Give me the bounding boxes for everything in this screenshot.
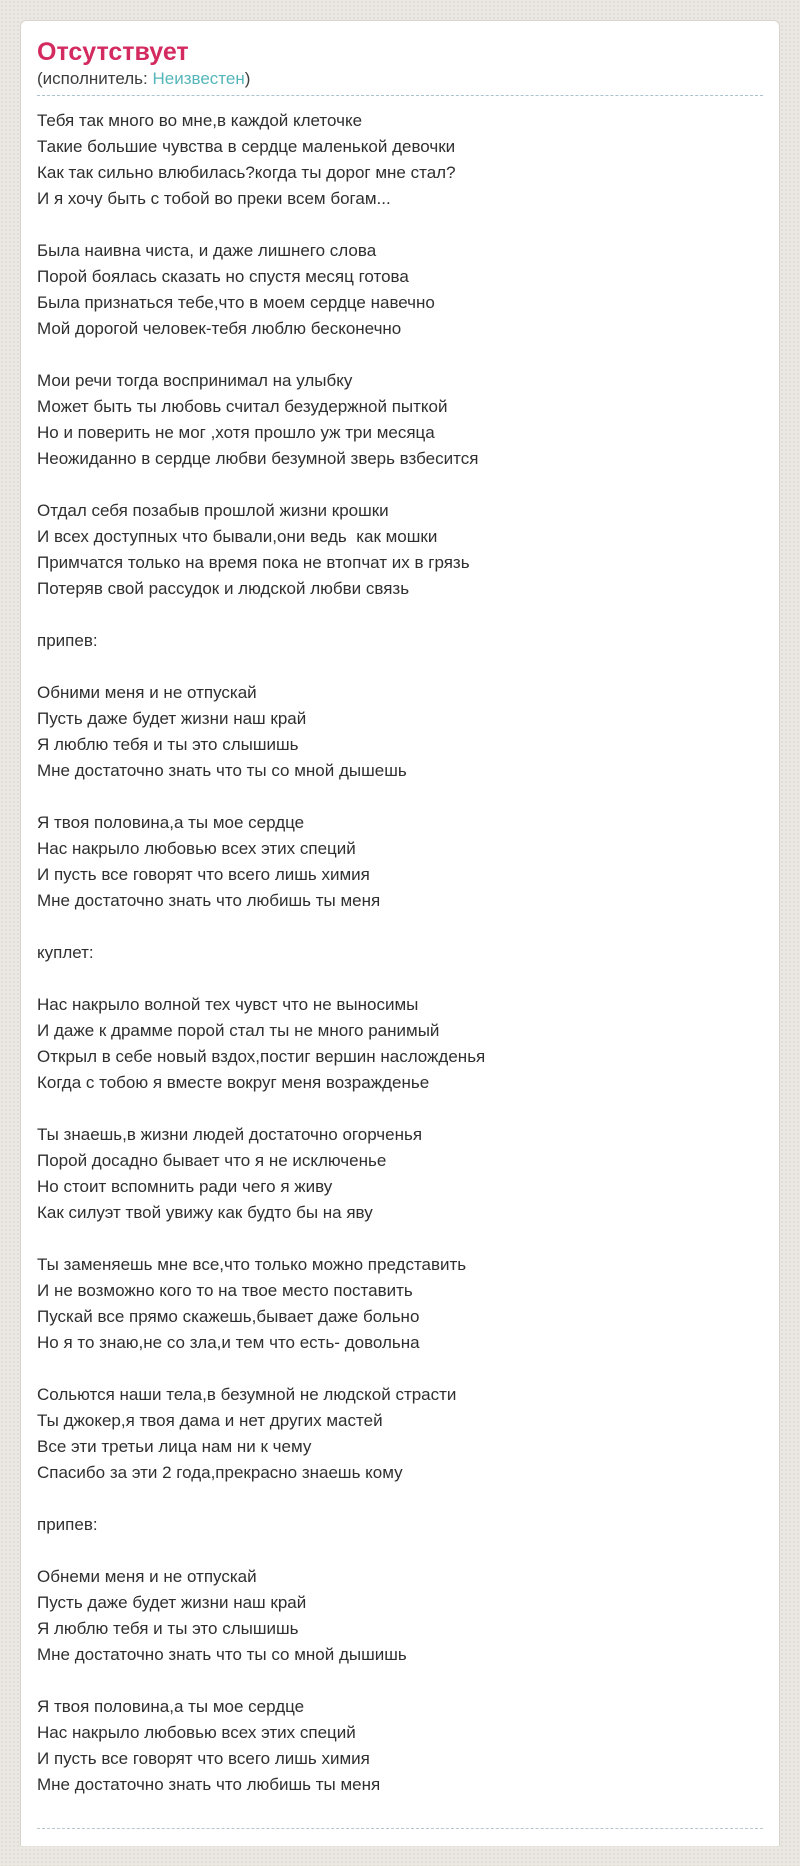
lyrics-stanza (37, 1564, 763, 1668)
lyric-line: И всех доступных что бывали,они ведь как мошки (37, 527, 438, 546)
artist-row (37, 68, 763, 96)
lyric-line: куплет: (37, 943, 94, 962)
artist-label-suffix: ) (244, 69, 251, 88)
lyric-line: Нас накрыло волной тех чувст что не выносимы (37, 995, 419, 1014)
lyric-line: Отдал себя позабыв прошлой жизни крошки (37, 501, 389, 520)
lyric-line: Пусть даже будет жизни наш край (37, 709, 307, 728)
lyric-line: Я люблю тебя и ты это слышишь (37, 1619, 299, 1638)
lyric-line: Мой дорогой человек-тебя люблю бесконечно (37, 319, 402, 338)
lyric-line: припев: (37, 1515, 98, 1534)
lyric-line: Я люблю тебя и ты это слышишь (37, 735, 299, 754)
song-title: Отсутствует (37, 38, 189, 66)
lyric-line: Сольются наши тела,в безумной не людской страсти (37, 1385, 457, 1404)
lyric-line: Я твоя половина,а ты мое сердце (37, 813, 305, 832)
lyric-line: Все эти третьи лица нам ни к чему (37, 1437, 312, 1456)
lyrics-text (37, 108, 763, 1798)
lyric-line: Ты заменяешь мне все,что только можно представить (37, 1255, 467, 1274)
lyric-line: Мне достаточно знать что любишь ты меня (37, 1775, 381, 1794)
lyric-line: Нас накрыло любовью всех этих специй (37, 1723, 356, 1742)
lyric-line: Я твоя половина,а ты мое сердце (37, 1697, 305, 1716)
lyric-line: Мне достаточно знать что ты со мной дышешь (37, 761, 407, 780)
lyric-line: Но и поверить не мог ,хотя прошло уж три месяца (37, 423, 435, 442)
lyrics-stanza (37, 1122, 763, 1226)
lyric-line: Неожиданно в сердце любви безумной зверь взбесится (37, 449, 479, 468)
bottom-divider (37, 1828, 763, 1829)
lyrics-stanza (37, 810, 763, 914)
lyrics-stanza (37, 680, 763, 784)
lyric-line: Мои речи тогда воспринимал на улыбку (37, 371, 353, 390)
lyric-line: И даже к драмме порой стал ты не много ранимый (37, 1021, 440, 1040)
lyric-line: Порой боялась сказать но спустя месяц готова (37, 267, 409, 286)
lyric-line: Порой досадно бывает что я не исключенье (37, 1151, 387, 1170)
lyric-line: Мне достаточно знать что любишь ты меня (37, 891, 381, 910)
lyrics-stanza (37, 1252, 763, 1356)
lyric-line: И я хочу быть с тобой во преки всем богам... (37, 189, 391, 208)
lyric-line: Как так сильно влюбилась?когда ты дорог мне стал? (37, 163, 456, 182)
lyric-line: Но я то знаю,не со зла,и тем что есть- довольна (37, 1333, 420, 1352)
lyrics-card (20, 20, 780, 1846)
lyric-line: И пусть все говорят что всего лишь химия (37, 865, 370, 884)
lyric-line: И не возможно кого то на твое место поставить (37, 1281, 413, 1300)
lyrics-stanza (37, 238, 763, 342)
lyric-line: Как силуэт твой увижу как будто бы на яву (37, 1203, 373, 1222)
lyric-line: Открыл в себе новый вздох,постиг вершин насложденья (37, 1047, 486, 1066)
lyric-line: Обнеми меня и не отпускай (37, 1567, 257, 1586)
lyrics-stanza (37, 628, 763, 654)
lyric-line: Потеряв свой рассудок и людской любви связь (37, 579, 410, 598)
lyric-line: Ты джокер,я твоя дама и нет других мастей (37, 1411, 383, 1430)
lyric-line: Нас накрыло любовью всех этих специй (37, 839, 356, 858)
lyric-line: Была наивна чиста, и даже лишнего слова (37, 241, 377, 260)
lyric-line: Спасибо за эти 2 года,прекрасно знаешь кому (37, 1463, 403, 1482)
lyrics-stanza (37, 498, 763, 602)
lyric-line: Пускай все прямо скажешь,бывает даже больно (37, 1307, 420, 1326)
lyric-line: Была признаться тебе,что в моем сердце навечно (37, 293, 435, 312)
lyrics-stanza (37, 1512, 763, 1538)
lyrics-stanza (37, 992, 763, 1096)
lyrics-stanza (37, 108, 763, 212)
lyric-line: Примчатся только на время пока не втопчат их в грязь (37, 553, 470, 572)
lyric-line: Может быть ты любовь считал безудержной пыткой (37, 397, 448, 416)
lyric-line: Но стоит вспомнить ради чего я живу (37, 1177, 333, 1196)
lyric-line: припев: (37, 631, 98, 650)
lyric-line: Пусть даже будет жизни наш край (37, 1593, 307, 1612)
lyrics-stanza (37, 368, 763, 472)
lyric-line: Такие большие чувства в сердце маленькой девочки (37, 137, 456, 156)
lyric-line: Тебя так много во мне,в каждой клеточке (37, 111, 363, 130)
lyric-line: Мне достаточно знать что ты со мной дышишь (37, 1645, 407, 1664)
lyric-line: И пусть все говорят что всего лишь химия (37, 1749, 370, 1768)
lyric-line: Обними меня и не отпускай (37, 683, 257, 702)
artist-label-prefix: (исполнитель: (37, 69, 148, 88)
lyrics-stanza (37, 940, 763, 966)
lyric-line: Когда с тобою я вместе вокруг меня возражденье (37, 1073, 430, 1092)
lyrics-stanza (37, 1694, 763, 1798)
artist-link[interactable]: Неизвестен (152, 69, 245, 88)
lyric-line: Ты знаешь,в жизни людей достаточно огорченья (37, 1125, 423, 1144)
lyrics-stanza (37, 1382, 763, 1486)
